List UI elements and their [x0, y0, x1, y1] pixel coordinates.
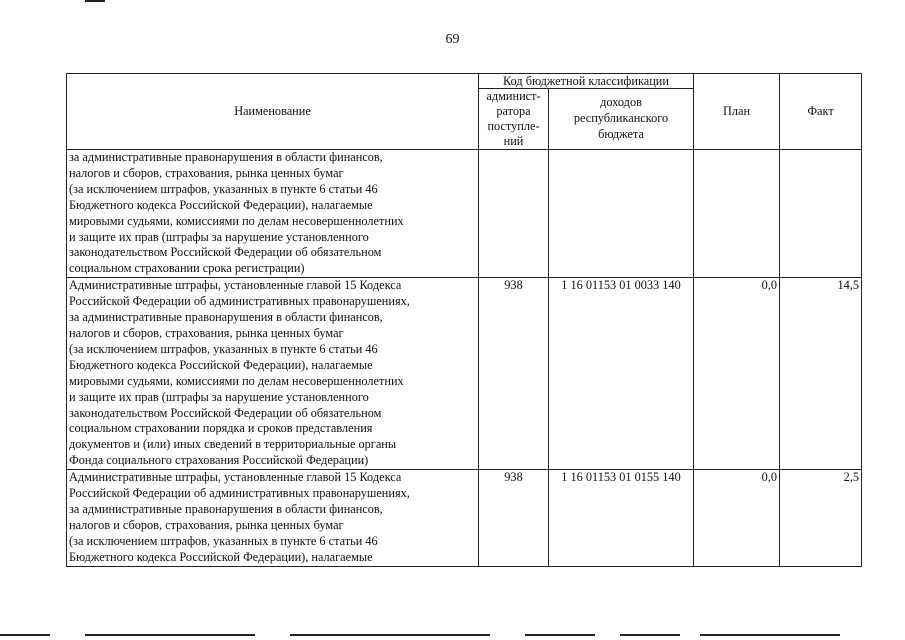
header-admin-code — [479, 89, 549, 150]
scan-mark — [85, 634, 255, 636]
header-code-group: Код бюджетной классификации — [479, 74, 694, 89]
row-name-line: Фонда социального страхования Российской Федерации) — [69, 453, 369, 468]
row-name-line: социальном страховании срока регистрации) — [69, 261, 305, 276]
scan-mark — [85, 0, 105, 2]
row-admin-code — [479, 150, 549, 278]
header-revenue-line: бюджета — [598, 126, 644, 141]
row-fact: 2,5 — [780, 470, 862, 566]
row-name-line: налогов и сборов, страхования, рынка ценных бумаг — [69, 325, 344, 340]
row-name-line: Бюджетного кодекса Российской Федерации), налагаемые — [69, 357, 373, 372]
header-admin-line: ний — [503, 134, 524, 148]
header-row-top — [67, 74, 862, 89]
row-name-cell — [67, 278, 479, 470]
row-name-line: законодательством Российской Федерации об обязательном — [69, 245, 382, 260]
row-name-line: за административные правонарушения в области финансов, — [69, 310, 383, 325]
header-admin-line: ратора — [496, 104, 531, 118]
header-fact: Факт — [780, 74, 862, 150]
row-name-line: и защите их прав (штрафы за нарушение установленного — [69, 229, 369, 244]
header-name: Наименование — [67, 74, 479, 150]
header-admin-line: админист- — [486, 89, 541, 103]
row-name-line: Бюджетного кодекса Российской Федерации), налагаемые — [69, 197, 373, 212]
header-revenue-line: доходов — [600, 95, 642, 110]
row-name-line: Российской Федерации об административных правонарушениях, — [69, 294, 410, 309]
budget-table — [66, 73, 862, 567]
row-name-line: Российской Федерации об административных правонарушениях, — [69, 486, 410, 501]
scan-mark — [290, 634, 490, 636]
row-plan — [694, 150, 780, 278]
row-fact — [780, 150, 862, 278]
row-name-line: налогов и сборов, страхования, рынка ценных бумаг — [69, 517, 344, 532]
row-name-line: налогов и сборов, страхования, рынка ценных бумаг — [69, 165, 344, 180]
row-admin-code: 938 — [479, 278, 549, 470]
table-row — [67, 278, 862, 470]
row-plan: 0,0 — [694, 278, 780, 470]
scan-mark — [525, 634, 595, 636]
row-name-line: мировыми судьями, комиссиями по делам несовершеннолетних — [69, 213, 404, 228]
row-name-line: социальном страховании порядка и сроков представления — [69, 421, 373, 436]
row-plan: 0,0 — [694, 470, 780, 566]
row-name-line: (за исключением штрафов, указанных в пункте 6 статьи 46 — [69, 533, 378, 548]
row-name-line: за административные правонарушения в области финансов, — [69, 150, 383, 164]
row-revenue-code: 1 16 01153 01 0155 140 — [549, 470, 694, 566]
table-row — [67, 150, 862, 278]
row-revenue-code: 1 16 01153 01 0033 140 — [549, 278, 694, 470]
row-name-line: законодательством Российской Федерации об обязательном — [69, 405, 382, 420]
table-body — [67, 150, 862, 567]
table-row — [67, 470, 862, 566]
scan-mark — [0, 634, 50, 636]
header-admin-line: поступле- — [487, 119, 540, 133]
row-name-line: (за исключением штрафов, указанных в пункте 6 статьи 46 — [69, 181, 378, 196]
header-revenue-code — [549, 89, 694, 150]
row-name-line: Административные штрафы, установленные главой 15 Кодекса — [69, 278, 402, 293]
row-name-line: Административные штрафы, установленные главой 15 Кодекса — [69, 470, 402, 485]
row-name-line: документов и (или) иных сведений в территориальные органы — [69, 437, 397, 452]
row-fact: 14,5 — [780, 278, 862, 470]
row-name-cell — [67, 150, 479, 278]
row-admin-code: 938 — [479, 470, 549, 566]
header-revenue-line: республиканского — [573, 111, 669, 126]
row-revenue-code — [549, 150, 694, 278]
scan-mark — [620, 634, 680, 636]
row-name-line: и защите их прав (штрафы за нарушение установленного — [69, 389, 369, 404]
page-number: 69 — [445, 32, 460, 47]
row-name-line: (за исключением штрафов, указанных в пункте 6 статьи 46 — [69, 341, 378, 356]
row-name-cell — [67, 470, 479, 566]
row-name-line: мировыми судьями, комиссиями по делам несовершеннолетних — [69, 373, 404, 388]
row-name-line: Бюджетного кодекса Российской Федерации), налагаемые — [69, 549, 373, 564]
row-name-line: за административные правонарушения в области финансов, — [69, 501, 383, 516]
header-plan: План — [694, 74, 780, 150]
scan-mark — [700, 634, 840, 636]
